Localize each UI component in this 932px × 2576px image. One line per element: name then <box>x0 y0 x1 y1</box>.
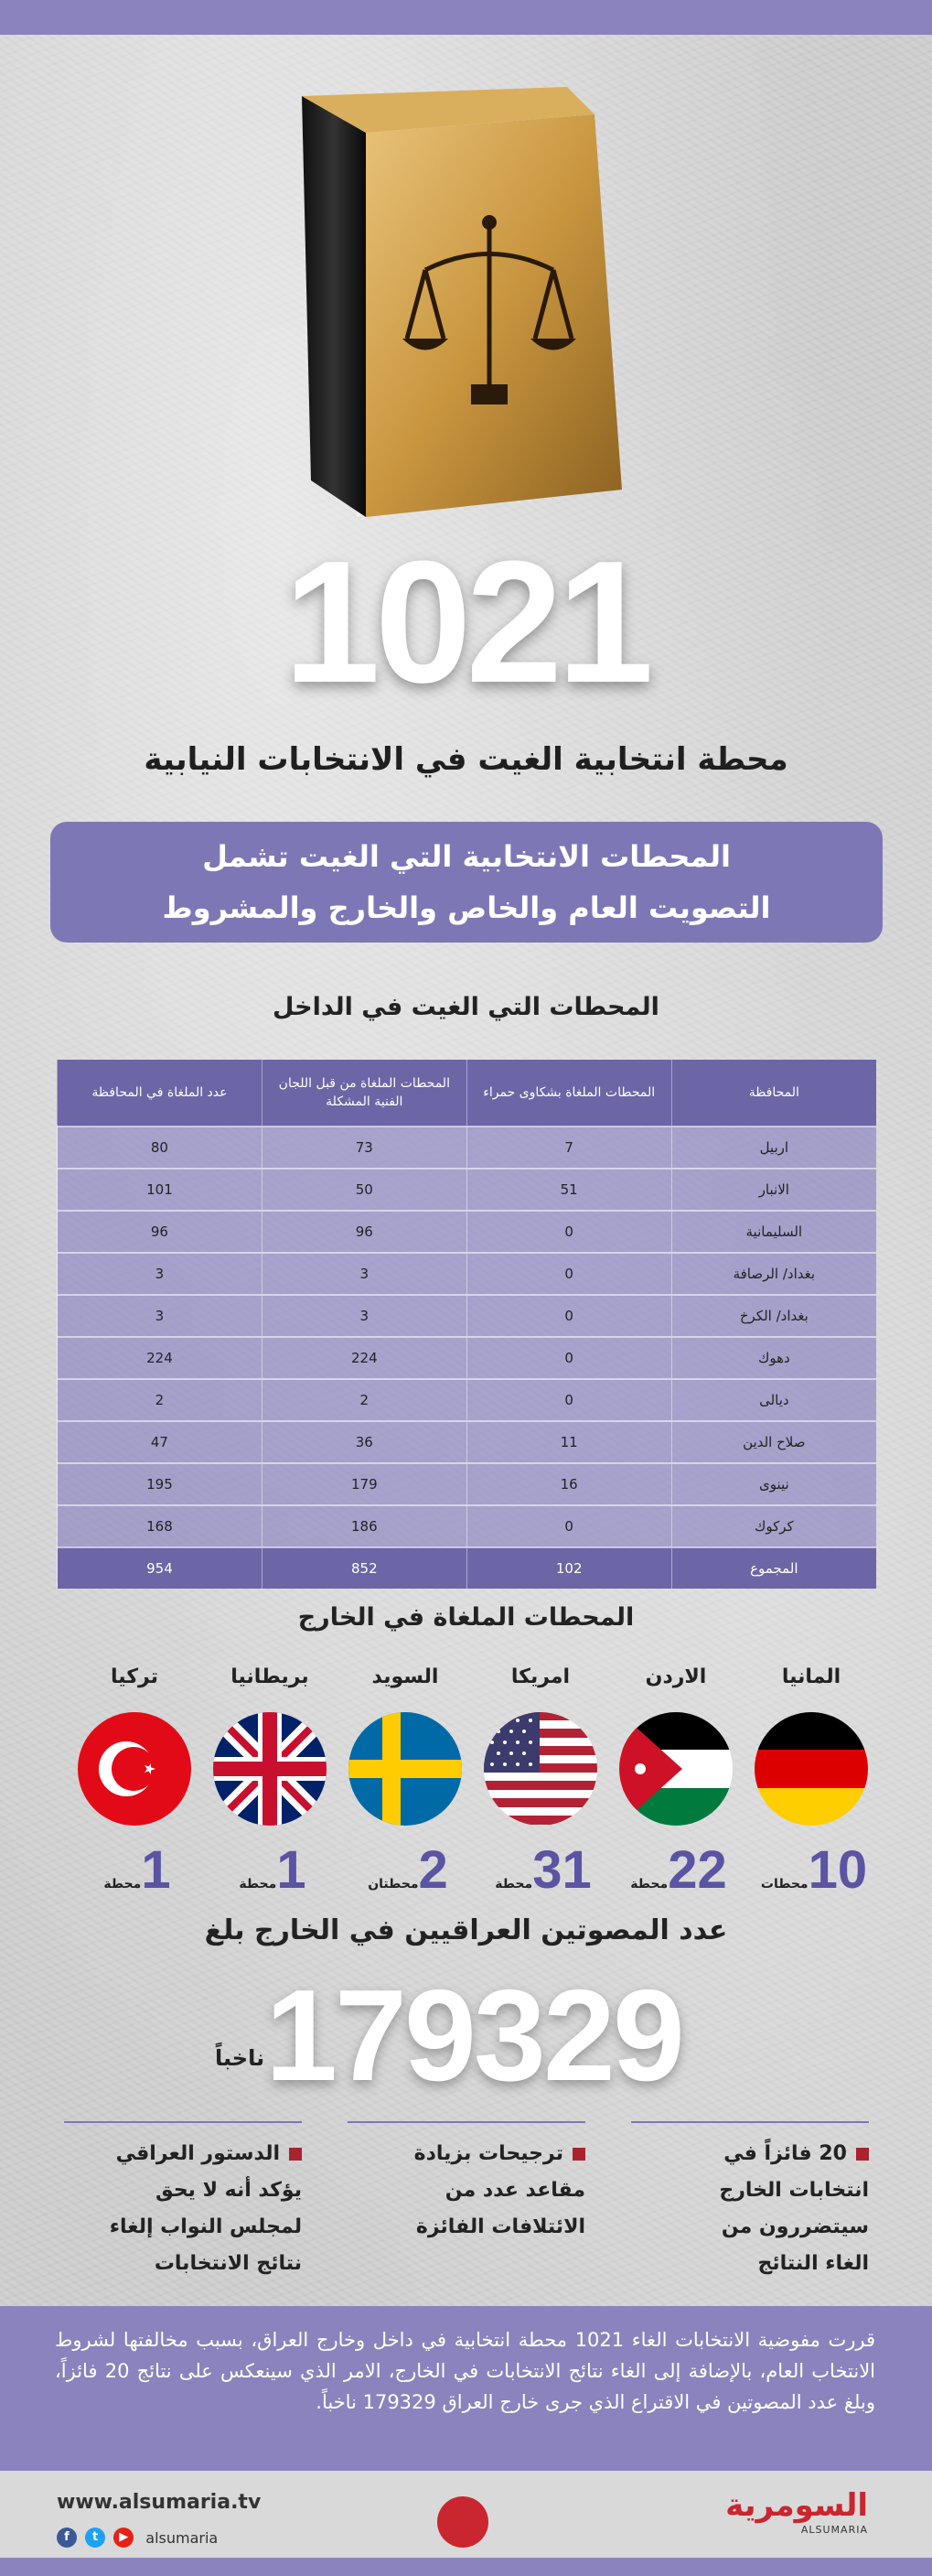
table-cell: 101 <box>58 1169 262 1211</box>
domestic-stations-table <box>57 1060 876 1589</box>
country-turkey <box>66 1665 203 1900</box>
alsumaria-logo-icon <box>437 2496 488 2548</box>
germany-flag-icon <box>754 1711 869 1827</box>
table-cell: صلاح الدين <box>671 1421 876 1463</box>
header-technical-committees: المحطات الملغاة من قبل اللجان الفنية المشكلة <box>262 1060 466 1126</box>
table-cell: 51 <box>466 1169 671 1211</box>
header-governorate: المحافظة <box>671 1060 876 1126</box>
country-jordan <box>607 1665 745 1900</box>
bullet-icon <box>573 2148 585 2161</box>
country-sweden <box>337 1665 474 1900</box>
website-link[interactable]: www.alsumaria.tv <box>57 2491 262 2514</box>
twitter-icon[interactable]: t <box>85 2527 105 2548</box>
banner-line-2: التصويت العام والخاص والخارج والمشروط <box>162 890 771 925</box>
brand-english: ALSUMARIA <box>800 2524 868 2536</box>
table-cell: نينوى <box>671 1463 876 1505</box>
table-cell: 3 <box>58 1295 262 1337</box>
bottom-bar <box>0 2558 932 2576</box>
key-facts <box>64 2121 869 2313</box>
fact-line: مقاعد عدد من <box>445 2179 585 2202</box>
table-cell: 16 <box>466 1463 671 1505</box>
table-cell: 80 <box>58 1126 262 1169</box>
facebook-icon[interactable]: f <box>57 2527 77 2548</box>
usa-flag-icon <box>483 1711 598 1827</box>
table-cell: 186 <box>262 1505 466 1547</box>
table-cell: 3 <box>262 1295 466 1337</box>
jordan-flag-icon <box>618 1711 734 1827</box>
country-count <box>607 1839 745 1901</box>
table-cell: 0 <box>466 1505 671 1547</box>
fact-winners <box>631 2121 869 2282</box>
table-cell: بغداد/ الرصافة <box>671 1253 876 1295</box>
fact-line: 20 فائزاً في <box>631 2136 869 2172</box>
table-cell: 73 <box>262 1126 466 1169</box>
uk-flag-icon <box>212 1711 327 1827</box>
country-name: المانيا <box>781 1665 841 1688</box>
table-cell: 11 <box>466 1421 671 1463</box>
country-count <box>337 1839 474 1901</box>
country-name: تركيا <box>111 1665 158 1688</box>
table-row <box>58 1337 877 1379</box>
abroad-title: المحطات الملغاة في الخارج <box>297 1603 635 1632</box>
table-cell: 852 <box>262 1547 466 1589</box>
count-number: 1 <box>276 1840 306 1900</box>
table-row <box>58 1421 877 1463</box>
table-cell: 36 <box>262 1421 466 1463</box>
count-number: 31 <box>532 1840 592 1900</box>
table-row <box>58 1169 877 1211</box>
bullet-icon <box>856 2148 869 2161</box>
country-name: امريكا <box>510 1665 571 1688</box>
brand-arabic: السومرية <box>725 2487 868 2524</box>
table-cell: 102 <box>466 1547 671 1589</box>
table-cell: 195 <box>58 1463 262 1505</box>
sweden-flag-icon <box>348 1711 463 1827</box>
table-cell: 96 <box>58 1211 262 1253</box>
table-cell: السليمانية <box>671 1211 876 1253</box>
country-name: بريطانيا <box>230 1665 309 1688</box>
turkey-flag-icon <box>77 1711 192 1827</box>
top-bar <box>0 0 932 35</box>
count-number: 2 <box>418 1840 448 1900</box>
abroad-flags <box>57 1665 880 1900</box>
table-cell: كركوك <box>671 1505 876 1547</box>
country-count <box>201 1839 338 1901</box>
fact-line: ترجيحات بزيادة <box>348 2136 585 2172</box>
table-cell: ديالى <box>671 1379 876 1421</box>
social-links <box>57 2527 218 2551</box>
header-total-cancelled: عدد الملغاة في المحافظة <box>58 1060 262 1126</box>
table-total-row <box>58 1547 877 1589</box>
country-count <box>472 1839 609 1901</box>
fact-line: الدستور العراقي <box>64 2136 302 2172</box>
table-cell: الانبار <box>671 1169 876 1211</box>
table-cell: 954 <box>58 1547 262 1589</box>
fact-line: نتائج الانتخابات <box>154 2252 302 2275</box>
table-row <box>58 1126 877 1169</box>
brand-logo <box>725 2487 868 2536</box>
count-unit: محطات <box>760 1877 809 1892</box>
table-row <box>58 1505 877 1547</box>
table-cell: 96 <box>262 1211 466 1253</box>
headline-subtitle: محطة انتخابية الغيت في الانتخابات النيابية <box>144 741 788 778</box>
count-unit: محطة <box>630 1877 669 1892</box>
bullet-icon <box>289 2148 302 2161</box>
country-usa <box>472 1665 609 1900</box>
count-unit: محطة <box>103 1877 142 1892</box>
table-cell: 0 <box>466 1295 671 1337</box>
fact-constitution <box>64 2121 302 2282</box>
table-cell: 0 <box>466 1253 671 1295</box>
count-unit: محطتان <box>368 1877 419 1892</box>
fact-line: يؤكد أنه لا يحق <box>155 2179 302 2202</box>
count-number: 10 <box>808 1840 868 1900</box>
scope-banner <box>50 822 883 943</box>
table-row <box>58 1463 877 1505</box>
table-cell: اربيل <box>671 1126 876 1169</box>
voters-number: 179329 <box>265 1963 682 2108</box>
count-unit: محطة <box>495 1877 533 1892</box>
table-cell: المجموع <box>671 1547 876 1589</box>
voters-unit: ناخباً <box>215 2045 265 2071</box>
voters-title: عدد المصوتين العراقيين في الخارج بلغ <box>204 1914 728 1946</box>
table-row <box>58 1379 877 1421</box>
fact-line: الائتلافات الفائزة <box>415 2215 585 2238</box>
fact-line: الغاء النتائج <box>757 2252 869 2275</box>
country-count <box>743 1839 880 1901</box>
table-row <box>58 1211 877 1253</box>
table-cell: 3 <box>262 1253 466 1295</box>
country-count <box>66 1839 203 1901</box>
table-cell: 0 <box>466 1211 671 1253</box>
voters-count <box>0 1963 932 2108</box>
table-cell: 179 <box>262 1463 466 1505</box>
count-number: 1 <box>141 1840 171 1900</box>
country-germany <box>743 1665 880 1900</box>
table-cell: 2 <box>262 1379 466 1421</box>
table-row <box>58 1295 877 1337</box>
table-cell: 2 <box>58 1379 262 1421</box>
count-unit: محطة <box>239 1877 277 1892</box>
table-cell: 224 <box>58 1337 262 1379</box>
header-red-complaints: المحطات الملغاة بشكاوى حمراء <box>466 1060 671 1126</box>
youtube-icon[interactable]: ▶ <box>113 2527 134 2548</box>
table-cell: 0 <box>466 1337 671 1379</box>
table-cell: 0 <box>466 1379 671 1421</box>
country-uk <box>201 1665 338 1900</box>
table-row <box>58 1253 877 1295</box>
table-header-row <box>58 1060 877 1126</box>
banner-line-1: المحطات الانتخابية التي الغيت تشمل <box>202 839 731 874</box>
table-cell: بغداد/ الكرخ <box>671 1295 876 1337</box>
country-name: الاردن <box>645 1665 707 1688</box>
table-cell: 7 <box>466 1126 671 1169</box>
fact-line: انتخابات الخارج <box>719 2179 869 2202</box>
fact-line: سيتضررون من <box>721 2215 869 2238</box>
table-cell: 168 <box>58 1505 262 1547</box>
cancelled-stations-total: 1021 <box>284 525 648 719</box>
table-cell: 50 <box>262 1169 466 1211</box>
table-cell: 47 <box>58 1421 262 1463</box>
fact-line: لمجلس النواب إلغاء <box>109 2215 302 2238</box>
summary-paragraph: قررت مفوضية الانتخابات الغاء 1021 محطة انتخابية في داخل وخارج العراق، بسبب مخالفتها لشروط الانتخاب العام، بالإضافة إلى الغاء نتائج الانتخابات في الخارج، الامر الذي سينعكس على نتائج 20 فائزاً، وبلغ عدد المصوتين في الاقتراع الذي جرى خارج العراق 179329 ناخباً. <box>0 2306 932 2471</box>
country-name: السويد <box>371 1665 439 1688</box>
table-cell: دهوك <box>671 1337 876 1379</box>
table-cell: 3 <box>58 1253 262 1295</box>
social-handle: alsumaria <box>145 2528 219 2547</box>
domestic-title: المحطات التي الغيت في الداخل <box>273 993 659 1021</box>
fact-seats <box>348 2121 585 2246</box>
table-cell: 224 <box>262 1337 466 1379</box>
law-book-icon <box>293 87 640 526</box>
count-number: 22 <box>668 1840 727 1900</box>
